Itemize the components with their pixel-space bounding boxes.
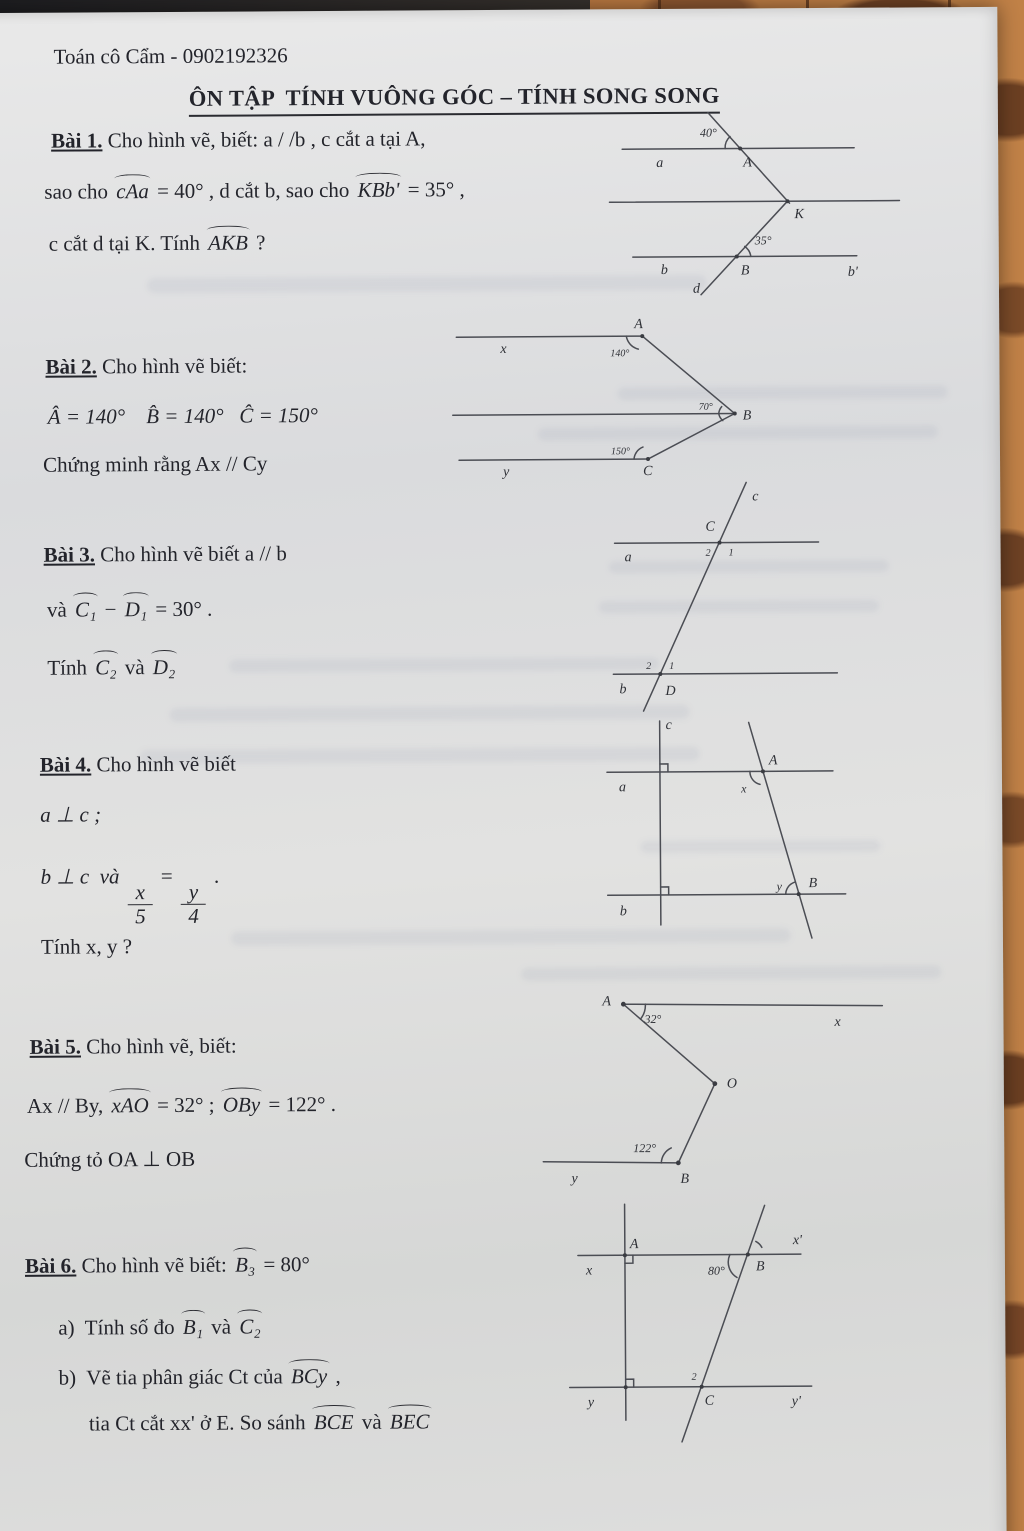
angle-arc-AKB: AKB <box>205 227 251 255</box>
problem-4-line-1: Bài 4. Cho hình vẽ biết <box>39 751 236 777</box>
fraction-y-over-4: $\frac{y}{4}$ <box>181 881 207 928</box>
line-label-b: b <box>660 262 668 278</box>
point-label-B: B <box>742 408 752 424</box>
problem-4-line-3: b ⊥ c và $\frac{x}{5}$ = $\frac{y}{4}$ . <box>40 863 220 929</box>
angle-arc-BCy: BCy <box>288 1361 330 1389</box>
problem-3-line-3: Tính C₂ và D₂ <box>47 652 178 681</box>
line-label-d: d <box>692 281 701 297</box>
problem-4-heading: Bài 4. <box>39 752 92 777</box>
angle-number-2-at-D: 2 <box>646 661 652 673</box>
angle-C1: C₁ <box>72 594 99 622</box>
point-label-B: B <box>680 1171 690 1187</box>
angle-label-140: 140° <box>610 348 630 360</box>
page-title: ÔN TẬP TÍNH VUÔNG GÓC – TÍNH SONG SONG <box>189 83 720 117</box>
problem-2-line-3: Chứng minh rằng Ax // Cy <box>42 451 268 477</box>
angle-arc-xAO: xAO <box>108 1090 151 1118</box>
angle-label-32: 32° <box>644 1011 662 1027</box>
ray-label-y: y <box>571 1171 578 1187</box>
point-label-C: C <box>705 519 715 535</box>
angle-label-40: 40° <box>699 125 717 140</box>
problem-2-line-1: Bài 2. Cho hình vẽ biết: <box>45 353 248 379</box>
worksheet-paper <box>0 7 1007 1531</box>
bleed-through-artifact <box>521 965 941 981</box>
point-label-B: B <box>740 263 750 279</box>
point-label-A: A <box>629 1237 639 1253</box>
point-label-K: K <box>794 207 804 223</box>
angle-number-1-at-D: 1 <box>669 660 675 672</box>
line-label-b: b <box>619 904 627 920</box>
ray-label-y: y <box>587 1395 595 1411</box>
problem-5-line-2: Ax // By, xAO = 32° ; OBy = 122° . <box>27 1089 336 1119</box>
problem-6-item-b: b) Vẽ tia phân giác Ct của BCy , <box>59 1361 341 1391</box>
line-label-c: c <box>665 717 672 733</box>
angle-arc-BEC: BEC <box>387 1406 433 1434</box>
angle-label-70: 70° <box>698 401 713 413</box>
point-label-B: B <box>808 876 818 892</box>
angle-label-35: 35° <box>754 233 772 248</box>
line-label-a: a <box>656 155 664 171</box>
figure-problem-1 <box>604 105 905 299</box>
point-label-B: B <box>755 1259 765 1275</box>
problem-2-line-2: Â = 140° B̂ = 140° Ĉ = 150° <box>47 403 318 429</box>
angle-label-80: 80° <box>707 1263 725 1278</box>
ray-label-x: x <box>834 1014 841 1030</box>
bleed-through-artifact <box>229 657 659 673</box>
ray-label-y-prime: y' <box>791 1394 802 1410</box>
angle-arc-BCE: BCE <box>311 1407 357 1435</box>
angle-label-122: 122° <box>633 1141 657 1156</box>
ray-label-x: x <box>585 1263 593 1279</box>
angle-number-1-at-C: 1 <box>728 547 734 559</box>
point-label-A: A <box>743 155 752 171</box>
angle-label-x: x <box>740 781 747 796</box>
problem-5-line-1: Bài 5. Cho hình vẽ, biết: <box>29 1033 237 1059</box>
angle-number-2-at-C: 2 <box>691 1371 697 1383</box>
point-label-A: A <box>602 994 611 1010</box>
line-label-a: a <box>624 550 632 566</box>
figure-problem-2 <box>442 313 773 480</box>
problem-6-line-1: Bài 6. Cho hình vẽ biết: B₃ = 80° <box>25 1249 310 1279</box>
problem-3-line-2: và C₁ − D₁ = 30° . <box>47 594 213 623</box>
point-label-C: C <box>643 464 653 480</box>
problem-6-heading: Bài 6. <box>24 1253 77 1278</box>
problem-1-line-2: sao cho cAa = 40° , d cắt b, sao cho KBb' = 35° , <box>44 174 465 205</box>
angle-arc-cAa: cAa <box>113 176 152 204</box>
problem-5-heading: Bài 5. <box>29 1034 82 1059</box>
ray-label-y: y <box>503 464 510 480</box>
point-label-A: A <box>634 317 643 333</box>
problem-4-line-4: Tính x, y ? <box>40 934 133 959</box>
line-label-a: a <box>618 780 627 796</box>
figure-problem-6 <box>553 1191 890 1459</box>
point-label-A: A <box>768 753 778 769</box>
problem-3-heading: Bài 3. <box>43 542 96 567</box>
angle-B3: B₃ <box>232 1249 258 1277</box>
point-label-D: D <box>665 683 676 699</box>
problem-3-line-1: Bài 3. Cho hình vẽ biết a // b <box>43 541 287 567</box>
problem-1-line-3: c cắt d tại K. Tính AKB ? <box>49 227 266 256</box>
angle-number-2-at-C: 2 <box>705 547 711 559</box>
angle-label-150: 150° <box>610 446 631 458</box>
figure-problem-4 <box>603 706 894 944</box>
ray-label-b-prime: b' <box>847 264 858 280</box>
problem-4-line-2: a ⊥ c ; <box>40 802 102 827</box>
figure-problem-3 <box>606 470 877 714</box>
problem-5-line-3: Chứng tỏ OA ⊥ OB <box>24 1146 196 1172</box>
line-label-c: c <box>752 489 759 505</box>
figure-problem-5 <box>534 986 895 1194</box>
problem-1-heading: Bài 1. <box>50 128 103 153</box>
point-label-O: O <box>726 1076 738 1092</box>
angle-D2: D₂ <box>150 652 179 680</box>
problem-1-line-1: Bài 1. Cho hình vẽ, biết: a / /b , c cắt a tại A, <box>50 126 426 153</box>
point-label-C: C <box>704 1393 715 1409</box>
problem-6-item-a: a) Tính số đo B₁ và C₂ <box>58 1311 263 1340</box>
ray-label-x: x <box>500 341 507 357</box>
problem-6-item-b-cont: tia Ct cắt xx' ở E. So sánh BCE và BEC <box>89 1406 433 1436</box>
angle-C2: C₂ <box>236 1311 263 1339</box>
angle-arc-OBy: OBy <box>220 1089 263 1117</box>
problem-2-heading: Bài 2. <box>45 354 97 379</box>
ray-label-x-prime: x' <box>792 1233 803 1249</box>
angle-arc-KBb: KBb' <box>355 175 403 203</box>
angle-B1: B₁ <box>180 1312 206 1340</box>
angle-D1: D₁ <box>122 594 151 622</box>
line-label-b: b <box>619 682 627 698</box>
angle-label-y: y <box>776 879 783 894</box>
header-contact: Toán cô Cẩm - 0902192326 <box>53 43 288 69</box>
fraction-x-over-5: $\frac{x}{5}$ <box>128 881 154 928</box>
angle-C2: C₂ <box>92 652 119 680</box>
